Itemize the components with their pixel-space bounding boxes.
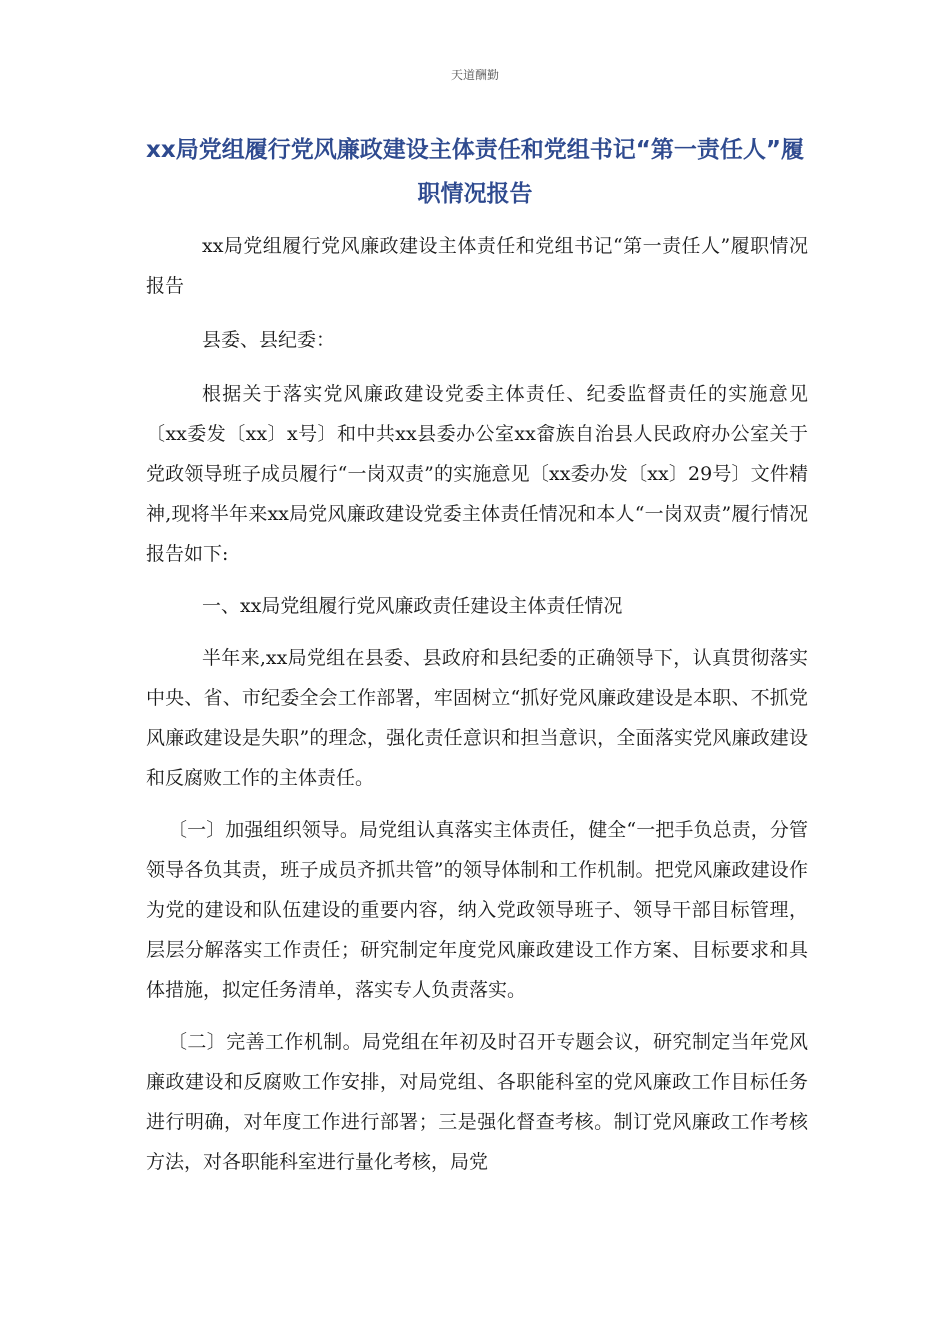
document-title: xx局党组履行党风廉政建设主体责任和党组书记“第一责任人”履职情况报告 [146,137,804,207]
body-paragraph: 半年来,xx局党组在县委、县政府和县纪委的正确领导下，认真贯彻落实中央、省、市纪委全会工作部署，牢固树立“抓好党风廉政建设是本职、不抓党风廉政建设是失职”的理念，强化责任意识和担当意识，全面落实党风廉政建设和反腐败工作的主体责任。 [146,647,808,789]
intro-paragraph: 根据关于落实党风廉政建设党委主体责任、纪委监督责任的实施意见〔xx委发〔xx〕x号〕和中共xx县委办公室xx畲族自治县人民政府办公室关于党政领导班子成员履行“一岗双责”的实施意见〔xx委办发〔xx〕29号〕文件精神,现将半年来xx局党风廉政建设党委主体责任情况和本人“一岗双责”履行情况报告如下: [146,383,808,565]
body-paragraph: 〔二〕完善工作机制。局党组在年初及时召开专题会议，研究制定当年党风廉政建设和反腐败工作安排，对局党组、各职能科室的党风廉政工作目标任务进行明确，对年度工作进行部署；三是强化督查考核。制订党风廉政工作考核方法，对各职能科室进行量化考核，局党 [146,1031,808,1173]
body-paragraph: 〔一〕加强组织领导。局党组认真落实主体责任，健全“一把手负总责，分管领导各负其责，班子成员齐抓共管”的领导体制和工作机制。把党风廉政建设作为党的建设和队伍建设的重要内容，纳入党政领导班子、领导干部目标管理，层层分解落实工作责任；研究制定年度党风廉政建设工作方案、目标要求和具体措施，拟定任务清单，落实专人负责落实。 [146,819,808,1001]
document-body [146,226,808,1182]
section-heading: 一、xx局党组履行党风廉政责任建设主体责任情况 [202,595,623,617]
salutation: 县委、县纪委： [202,329,336,351]
page-header-mark: 天道酬勤 [450,68,499,82]
subtitle-paragraph: xx局党组履行党风廉政建设主体责任和党组书记“第一责任人”履职情况报告 [146,235,808,297]
